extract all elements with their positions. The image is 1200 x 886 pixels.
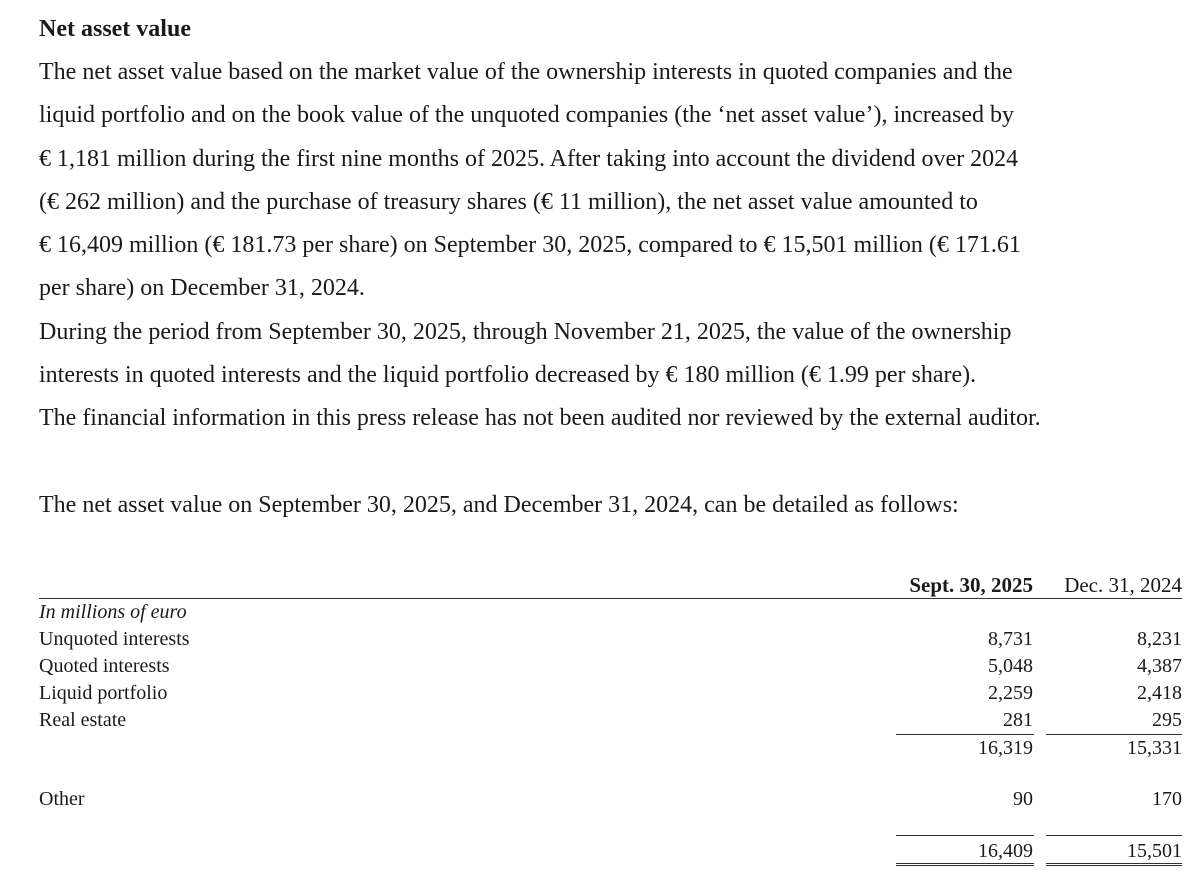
row-label-liquid: Liquid portfolio	[39, 682, 168, 704]
table-intro: The net asset value on September 30, 2025, and December 31, 2024, can be detailed as follows:	[39, 492, 959, 518]
cell-liquid-dec: 2,418	[1137, 682, 1182, 704]
row-label-other: Other	[39, 788, 85, 810]
column-header-dec-2024: Dec. 31, 2024	[1064, 573, 1182, 597]
text-line: liquid portfolio and on the book value of the unquoted companies (the ‘net asset value’), increased by	[39, 102, 1015, 129]
cell-real-estate-sept: 281	[1003, 709, 1033, 731]
total-double-rule	[896, 863, 1034, 866]
cell-other-dec: 170	[1152, 788, 1182, 810]
text-line: € 16,409 million (€ 181.73 per share) on September 30, 2025, compared to € 15,501 million (€ 171.61	[39, 232, 1021, 259]
cell-quoted-dec: 4,387	[1137, 655, 1182, 677]
cell-unquoted-sept: 8,731	[988, 628, 1033, 650]
section-heading: Net asset value	[39, 16, 191, 42]
text-line: The net asset value based on the market value of the ownership interests in quoted companies and the	[39, 59, 1013, 85]
cell-total-sept: 16,409	[978, 840, 1033, 862]
cell-real-estate-dec: 295	[1152, 709, 1182, 731]
cell-unquoted-dec: 8,231	[1137, 628, 1182, 650]
cell-subtotal-sept: 16,319	[978, 737, 1033, 759]
row-label-unquoted: Unquoted interests	[39, 628, 190, 650]
paragraph-subsequent-period	[39, 311, 1149, 398]
text-line: interests in quoted interests and the liquid portfolio decreased by € 180 million (€ 1.99 per share).	[39, 362, 977, 389]
row-label-real-estate: Real estate	[39, 709, 127, 731]
cell-total-dec: 15,501	[1127, 840, 1182, 862]
cell-other-sept: 90	[1013, 788, 1033, 810]
header-rule	[39, 598, 1182, 599]
cell-subtotal-dec: 15,331	[1127, 737, 1182, 759]
text-line: During the period from September 30, 2025, through November 21, 2025, the value of the ownership	[39, 319, 1012, 345]
total-rule	[1046, 835, 1182, 836]
total-rule	[896, 835, 1034, 836]
paragraph-nav-change	[39, 51, 1149, 311]
cell-quoted-sept: 5,048	[988, 655, 1033, 677]
text-line: (€ 262 million) and the purchase of treasury shares (€ 11 million), the net asset value amounted to	[39, 188, 978, 215]
text-line: The financial information in this press release has not been audited nor reviewed by the external auditor.	[39, 405, 1041, 431]
column-header-sept-2025: Sept. 30, 2025	[909, 573, 1033, 597]
text-line: per share) on December 31, 2024.	[39, 275, 365, 302]
row-label-quoted: Quoted interests	[39, 655, 170, 677]
total-double-rule	[1046, 863, 1182, 866]
unit-label: In millions of euro	[39, 601, 187, 623]
text-line: € 1,181 million during the first nine months of 2025. After taking into account the dividend over 2024	[39, 145, 1019, 172]
cell-liquid-sept: 2,259	[988, 682, 1033, 704]
paragraph-audit-note	[39, 397, 1149, 440]
